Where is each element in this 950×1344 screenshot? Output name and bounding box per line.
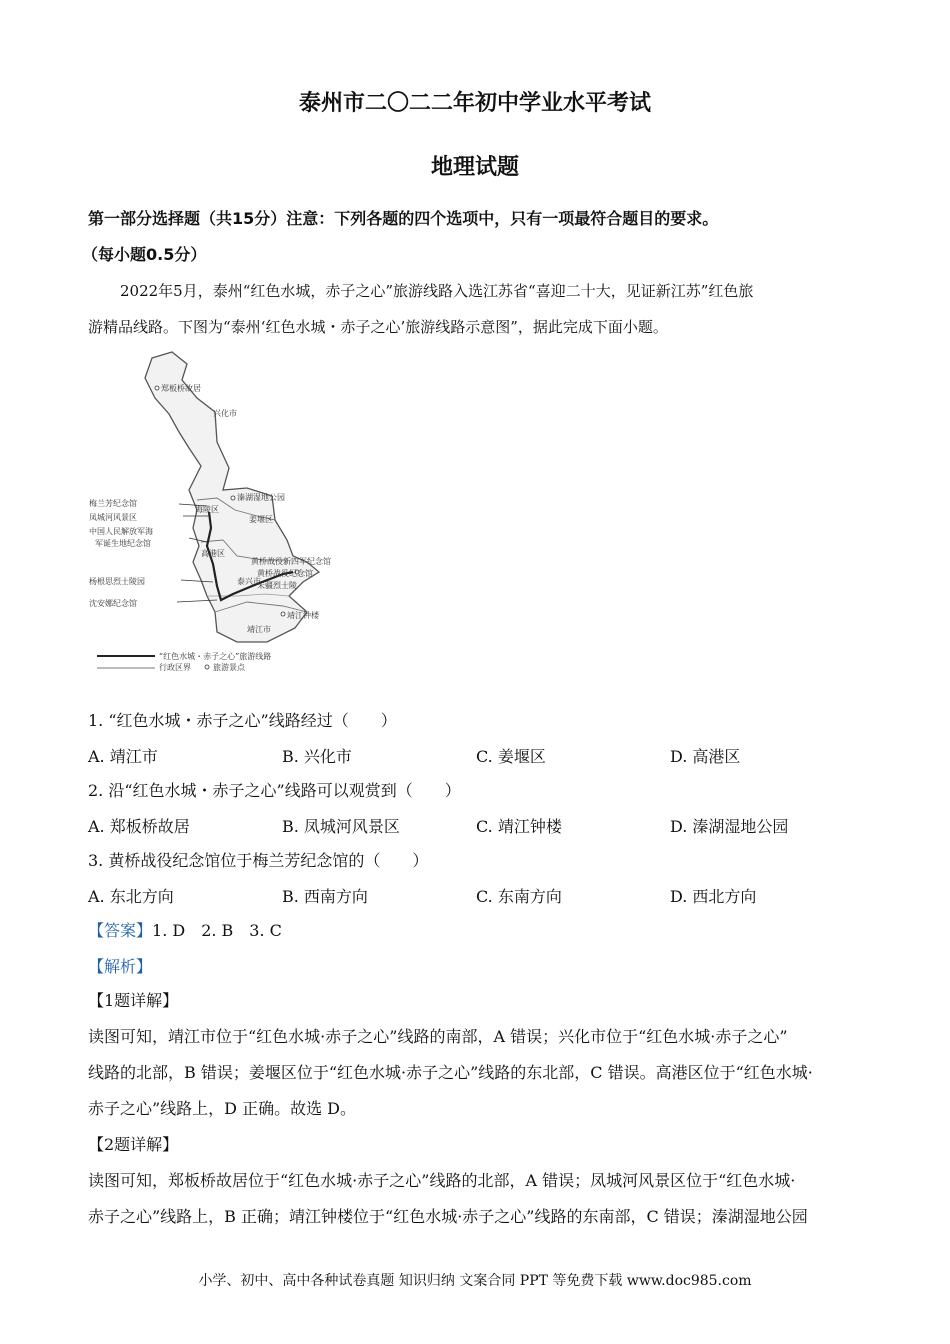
- map-label-zhonglou: 靖江钟楼: [287, 611, 319, 620]
- answer-line: [88, 918, 282, 941]
- map-label-huangqiao2: 黄桥战役纪念馆: [257, 569, 313, 578]
- answer-tag: 【答案】: [88, 921, 153, 940]
- detail-2-line-1: 读图可知，郑板桥故居位于“红色水城·赤子之心”线路的北部，A 错误；凤城河风景区位于“红色水城·: [88, 1171, 796, 1190]
- question-1-stem: 1. “红色水城・赤子之心”线路经过（ ）: [88, 711, 397, 730]
- map-label-shuangan: 沈安娜纪念馆: [89, 599, 137, 608]
- map-label-xinghua: 兴化市: [213, 409, 237, 418]
- map-label-hailing: 海陵区: [195, 505, 219, 514]
- map-label-taixing: 泰兴市: [237, 577, 261, 586]
- q2-option-a: A. 郑板桥故居: [88, 817, 190, 836]
- q3-option-b: B. 西南方向: [282, 887, 368, 906]
- q2-option-d: D. 溱湖湿地公园: [670, 817, 789, 836]
- detail-2-tag: 【2题详解】: [88, 1135, 179, 1154]
- exam-subtitle: 地理试题: [430, 155, 519, 180]
- detail-1-line-1: 读图可知，靖江市位于“红色水城·赤子之心”线路的南部，A 错误；兴化市位于“红色水城·赤子之心”: [88, 1027, 788, 1046]
- question-2-stem: 2. 沿“红色水城・赤子之心”线路可以观赏到（ ）: [88, 781, 461, 800]
- intro-line-1: 2022年5月，泰州“红色水城，赤子之心”旅游线路入选江苏省“喜迎二十大，见证新江苏”红色旅: [120, 282, 754, 300]
- map-label-navy: 中国人民解放军海: [89, 527, 153, 536]
- map-label-fengcheng: 凤城河风景区: [89, 513, 137, 522]
- q1-option-d: D. 高港区: [670, 747, 741, 766]
- question-3-stem: 3. 黄桥战役纪念馆位于梅兰芳纪念馆的（ ）: [88, 851, 429, 870]
- map-label-navy2: 军诞生地纪念馆: [95, 539, 151, 548]
- q1-option-c: C. 姜堰区: [476, 747, 546, 766]
- q2-option-b: B. 凤城河风景区: [282, 817, 400, 836]
- section-note: （每小题0.5分）: [82, 245, 207, 264]
- legend-route-label: “红色水城・赤子之心”旅游线路: [159, 652, 272, 661]
- section-heading: 第一部分选择题（共15分）注意：下列各题的四个选项中，只有一项最符合题目的要求。: [88, 209, 719, 228]
- map-label-meilanfang: 梅兰芳纪念馆: [89, 499, 137, 508]
- map-label-yangma: 杨根思烈士陵园: [89, 577, 145, 586]
- legend-point-label: 旅游景点: [213, 663, 245, 672]
- q2-option-c: C. 靖江钟楼: [476, 817, 562, 836]
- detail-1-line-3: 赤子之心”线路上，D 正确。故选 D。: [88, 1099, 357, 1118]
- detail-2-line-2: 赤子之心”线路上，B 正确；靖江钟楼位于“红色水城·赤子之心”线路的东南部，C 错误；溱湖湿地公园: [88, 1207, 808, 1226]
- route-map: [89, 350, 362, 672]
- map-label-gaogang: 高港区: [201, 549, 225, 558]
- exam-title: 泰州市二〇二二年初中学业水平考试: [298, 91, 651, 116]
- legend-border-label: 行政区界: [159, 663, 191, 672]
- map-label-qinhu: 溱湖湿地公园: [237, 493, 285, 502]
- map-label-huangqiao: 黄桥战役新四军纪念馆: [251, 557, 331, 566]
- page-footer: 小学、初中、高中各种试卷真题 知识归纳 文案合同 PPT 等免费下载 www.doc985.com: [198, 1273, 752, 1289]
- q3-option-c: C. 东南方向: [476, 887, 562, 906]
- legend-point-swatch: [205, 665, 209, 669]
- analysis-tag: 【解析】: [88, 957, 153, 976]
- map-label-jiangyan: 姜堰区: [249, 515, 273, 524]
- map-label-zheng: 郑板桥故居: [161, 384, 201, 393]
- intro-line-2: 游精品线路。下图为“泰州‘红色水城・赤子之心’旅游线路示意图”，据此完成下面小题。: [88, 318, 668, 336]
- map-label-jingjiang: 靖江市: [247, 625, 271, 634]
- detail-1-line-2: 线路的北部，B 错误；姜堰区位于“红色水城·赤子之心”线路的东北部，C 错误。高港区位于“红色水城·: [88, 1063, 813, 1082]
- q1-option-a: A. 靖江市: [88, 747, 158, 766]
- q1-option-b: B. 兴化市: [282, 747, 352, 766]
- q3-option-a: A. 东北方向: [88, 887, 174, 906]
- q3-option-d: D. 西北方向: [670, 887, 757, 906]
- map-label-zhujiang: 朱疆烈士陵: [257, 581, 297, 590]
- detail-1-tag: 【1题详解】: [88, 991, 179, 1010]
- answer-text: 1. D 2. B 3. C: [152, 921, 282, 940]
